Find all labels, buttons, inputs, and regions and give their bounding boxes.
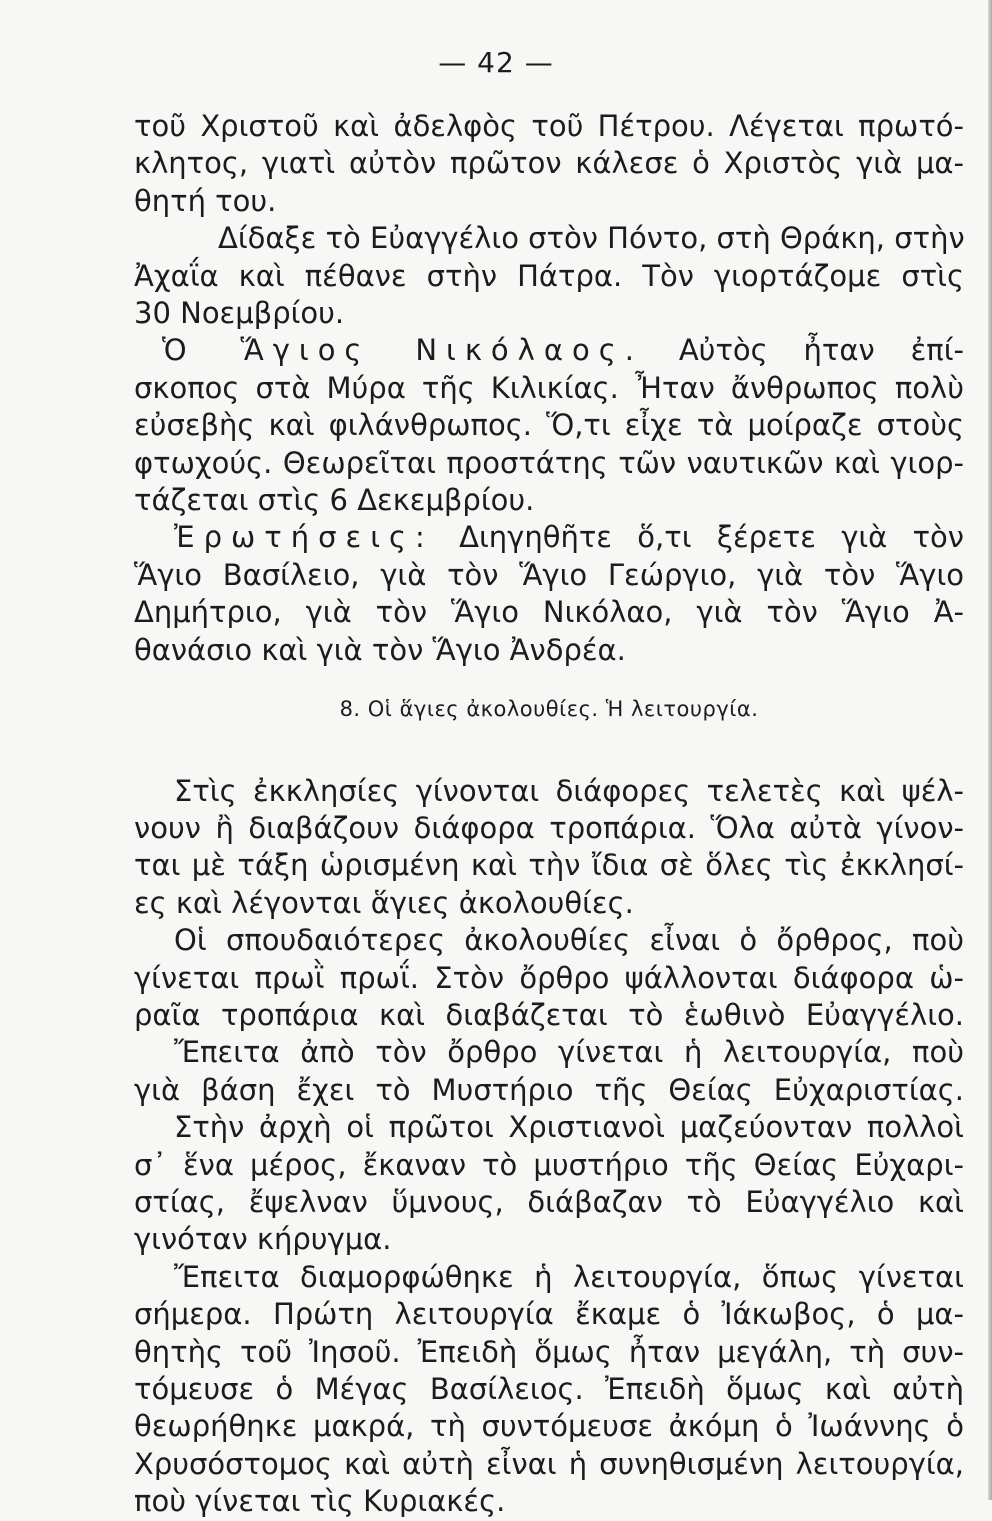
text-line: νουν ἢ διαβάζουν διάφορα τροπάρια. Ὅλα αὐτὰ γίνον- [134,810,964,845]
text-line: στίας, ἔψελναν ὕμνους, διάβαζαν τὸ Εὐαγγέλιο καὶ [134,1184,964,1219]
text-line: 30 Νοεμβρίου. [134,296,345,331]
text-line: τοῦ Χριστοῦ καὶ ἀδελφὸς τοῦ Πέτρου. Λέγεται πρωτό- [134,109,964,143]
text-line: Χρυσόστομος καὶ αὐτὴ εἶναι ἡ συνηθισμένη λειτουργία, [134,1446,964,1481]
page-edge-shadow [988,0,992,1500]
text-line: θητὴς τοῦ Ἰησοῦ. Ἐπειδὴ ὅμως ἦταν μεγάλη, τὴ συν- [134,1334,964,1369]
text-line: Οἱ σπουδαιότερες ἀκολουθίες εἶναι ὁ ὄρθρος, ποὺ [174,923,964,958]
text-line: κλητος, γιατὶ αὐτὸν πρῶτον κάλεσε ὁ Χριστὸς γιὰ μα- [134,146,964,181]
saint-heading-nikolaos: Ὁ Ἅγιος Νικόλαος. [162,333,643,368]
text-line: τάζεται στὶς 6 Δεκεμβρίου. [134,483,535,518]
text-line: φτωχούς. Θεωρεῖται προστάτης τῶν ναυτικῶν καὶ γιορ- [134,445,964,480]
text-line: ες καὶ λέγονται ἅγιες ἀκολουθίες. [134,885,634,920]
text-line: Ἀχαΐα καὶ πέθανε στὴν Πάτρα. Τὸν γιορτάζομε στὶς [134,258,964,293]
text-line: γίνεται πρωῒ πρωΐ. Στὸν ὄρθρο ψάλλονται διάφορα ὡ- [134,960,964,995]
text-line: σ᾿ ἕνα μέρος, ἔκαναν τὸ μυστήριο τῆς Θείας Εὐχαρι- [134,1147,964,1182]
text-line: θανάσιο καὶ γιὰ τὸν Ἅγιο Ἀνδρέα. [134,632,626,667]
text-line: ται μὲ τάξη ὡρισμένη καὶ τὴν ἴδια σὲ ὅλες τὶς ἐκκλησί- [134,848,964,883]
page-number: — 42 — [438,46,554,79]
text-line [134,332,964,369]
text-fragment: Διηγηθῆτε ὅ,τι ξέρετε γιὰ τὸν [459,520,964,555]
text-line: Ἅγιο Βασίλειο, γιὰ τὸν Ἅγιο Γεώργιο, γιὰ τὸν Ἅγιο [134,557,964,592]
questions-label: Ἐρωτήσεις: [174,520,434,555]
text-line: τόμευσε ὁ Μέγας Βασίλειος. Ἐπειδὴ ὅμως καὶ αὐτὴ [134,1372,964,1406]
section-heading: 8. Οἱ ἅγιες ἀκολουθίες. Ἡ λειτουργία. [339,697,759,722]
text-fragment: Αὐτὸς ἦταν ἐπί- [678,333,964,368]
text-line: σήμερα. Πρώτη λειτουργία ἔκαμε ὁ Ἰάκωβος, ὁ μα- [134,1297,964,1332]
text-line: Ἔπειτα ἀπὸ τὸν ὄρθρο γίνεται ἡ λειτουργία, ποὺ [174,1035,964,1070]
text-line: σκοπος στὰ Μύρα τῆς Κιλικίας. Ἦταν ἄνθρωπος πολὺ [134,370,964,405]
body-text [134,108,964,1521]
text-line: Δίδαξε τὸ Εὐαγγέλιο στὸν Πόντο, στὴ Θράκη, στὴν [218,221,965,256]
text-line: ποὺ γίνεται τὶς Κυριακές. [134,1484,506,1519]
text-line: Δημήτριο, γιὰ τὸν Ἅγιο Νικόλαο, γιὰ τὸν Ἅγιο Ἀ- [134,595,964,630]
text-line: θεωρήθηκε μακρά, τὴ συντόμευσε ἀκόμη ὁ Ἰωάννης ὁ [134,1409,964,1444]
text-line: Στὶς ἐκκλησίες γίνονται διάφορες τελετὲς καὶ ψέλ- [174,773,964,808]
text-line [134,519,964,556]
text-line: γινόταν κήρυγμα. [134,1222,392,1257]
text-line: γιὰ βάση ἔχει τὸ Μυστήριο τῆς Θείας Εὐχαριστίας. [134,1072,964,1107]
text-line: θητή του. [134,183,277,218]
text-line: εὐσεβὴς καὶ φιλάνθρωπος. Ὅ,τι εἶχε τὰ μοίραζε στοὺς [134,408,964,443]
text-line: Στὴν ἀρχὴ οἱ πρῶτοι Χριστιανοὶ μαζεύονταν πολλοὶ [174,1110,964,1145]
text-line: Ἔπειτα διαμορφώθηκε ἡ λειτουργία, ὅπως γίνεται [174,1259,964,1294]
text-line: ραῖα τροπάρια καὶ διαβάζεται τὸ ἑωθινὸ Εὐαγγέλιο. [134,997,964,1032]
